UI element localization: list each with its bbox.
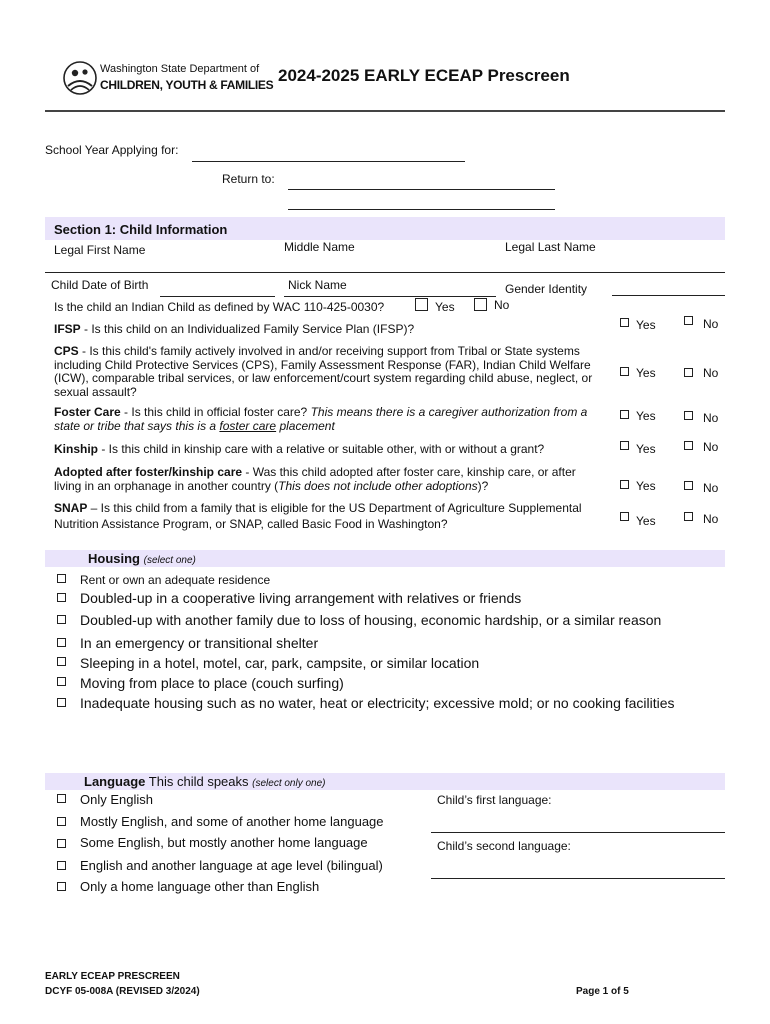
dcyf-logo: [62, 60, 98, 96]
snap-no-label: No: [703, 512, 719, 526]
return-to-label: Return to:: [222, 172, 275, 186]
language-hint: (select only one): [252, 778, 326, 789]
language-title-text: Language: [84, 774, 146, 789]
snap-no-checkbox[interactable]: [684, 512, 693, 521]
question-foster-care: [54, 406, 604, 433]
cps-yes-checkbox[interactable]: [620, 367, 629, 376]
ifsp-yes-label: Yes: [636, 318, 656, 332]
child-dob-field[interactable]: [160, 296, 275, 297]
footer-form-name: EARLY ECEAP PRESCREEN: [45, 971, 180, 982]
question-cps: [54, 345, 604, 399]
housing-option-label: Sleeping in a hotel, motel, car, park, campsite, or similar location: [80, 655, 480, 671]
indian-child-yes-label: Yes: [435, 300, 455, 314]
question-foster-term: Foster Care: [54, 405, 121, 419]
nick-name-label: Nick Name: [288, 278, 347, 292]
adopted-yes-checkbox[interactable]: [620, 480, 629, 489]
nick-name-field[interactable]: [284, 296, 496, 297]
question-cps-text: - Is this child's family actively involved in and/or receiving support from Tribal or State systems including Child Protective Services (CPS), Family Assessment Response (FAR), Indian Child Welfare (ICW), comparable tribal services, or law enforcement/court system regarding child abuse, neglect, or sexual assault?: [54, 344, 593, 399]
language-option-label: Only English: [80, 792, 153, 807]
ifsp-no-label: No: [703, 317, 719, 331]
housing-title-text: Housing: [88, 551, 140, 566]
housing-option-checkbox[interactable]: [57, 677, 66, 686]
question-snap: [54, 500, 614, 532]
agency-name-line1: Washington State Department of: [100, 63, 260, 75]
question-cps-term: CPS: [54, 344, 79, 358]
foster-yes-checkbox[interactable]: [620, 410, 629, 419]
return-to-field-1[interactable]: [288, 189, 555, 190]
cps-no-label: No: [703, 366, 719, 380]
question-kinship: [54, 442, 544, 456]
housing-option-checkbox[interactable]: [57, 698, 66, 707]
language-option-checkbox[interactable]: [57, 839, 66, 848]
question-foster-italic: This means there is a caregiver authorization from a state or tribe that says this is a: [54, 405, 588, 433]
kinship-yes-label: Yes: [636, 442, 656, 456]
adopted-yes-label: Yes: [636, 479, 656, 493]
middle-name-label: Middle Name: [284, 240, 355, 254]
indian-child-question: Is the child an Indian Child as defined by WAC 110-425-0030?: [54, 300, 385, 314]
kinship-no-checkbox[interactable]: [684, 441, 693, 450]
gender-identity-field[interactable]: [612, 295, 725, 296]
page-title: 2024-2025 EARLY ECEAP Prescreen: [278, 66, 570, 85]
gender-identity-label: Gender Identity: [505, 282, 588, 296]
indian-child-yes-checkbox[interactable]: [415, 298, 428, 311]
housing-option-checkbox[interactable]: [57, 657, 66, 666]
housing-option-label: In an emergency or transitional shelter: [80, 635, 319, 651]
housing-option-label: Inadequate housing such as no water, heat or electricity; excessive mold; or no cooking facilities: [80, 695, 675, 711]
question-adopted-text: - Was this child adopted after foster care, kinship care, or after living in an orphanage in another country (: [54, 465, 576, 493]
housing-hint: (select one): [143, 555, 196, 566]
agency-name-line2: CHILDREN, YOUTH & FAMILIES: [100, 78, 274, 92]
adopted-no-checkbox[interactable]: [684, 481, 693, 490]
indian-child-no-label: No: [494, 298, 510, 312]
question-ifsp-term: IFSP: [54, 322, 81, 336]
ifsp-yes-checkbox[interactable]: [620, 318, 629, 327]
snap-yes-label: Yes: [636, 514, 656, 528]
header-divider: [45, 110, 725, 112]
housing-option-label: Rent or own an adequate residence: [80, 573, 271, 587]
housing-option-checkbox[interactable]: [57, 615, 66, 624]
ifsp-no-checkbox[interactable]: [684, 316, 693, 325]
question-foster-italic2: placement: [276, 418, 335, 433]
question-kinship-term: Kinship: [54, 442, 98, 456]
housing-title: [88, 551, 196, 566]
language-option-checkbox[interactable]: [57, 794, 66, 803]
legal-last-name-label: Legal Last Name: [505, 240, 596, 254]
question-ifsp: [54, 322, 414, 336]
language-title: [84, 774, 326, 789]
child-dob-label: Child Date of Birth: [51, 278, 149, 292]
adopted-no-label: No: [703, 481, 719, 495]
question-snap-text: – Is this child from a family that is eligible for the US Department of Agriculture Supplemental Nutrition Assistance Program, or SNAP, called Basic Food in Washington?: [54, 501, 582, 531]
housing-option-label: Doubled-up in a cooperative living arrangement with relatives or friends: [80, 590, 522, 606]
question-adopted-term: Adopted after foster/kinship care: [54, 465, 243, 479]
cps-yes-label: Yes: [636, 366, 656, 380]
question-foster-text: - Is this child in official foster care?: [120, 405, 311, 419]
language-option-label: Only a home language other than English: [80, 879, 320, 894]
foster-no-checkbox[interactable]: [684, 411, 693, 420]
language-option-label: English and another language at age level (bilingual): [80, 858, 383, 873]
language-option-label: Some English, but mostly another home language: [80, 835, 368, 850]
housing-option-checkbox[interactable]: [57, 638, 66, 647]
section1-title: Section 1: Child Information: [54, 222, 228, 237]
housing-option-checkbox[interactable]: [57, 593, 66, 602]
indian-child-no-checkbox[interactable]: [474, 298, 487, 311]
second-language-label: Child’s second language:: [437, 839, 571, 853]
footer-page-number: Page 1 of 5: [576, 986, 629, 997]
language-subtitle: This child speaks: [148, 774, 249, 789]
housing-option-label: Doubled-up with another family due to loss of housing, economic hardship, or a similar reason: [80, 612, 662, 628]
question-adopted-italic: This does not include other adoptions: [278, 479, 478, 493]
first-language-label: Child’s first language:: [437, 793, 552, 807]
school-year-label: School Year Applying for:: [45, 143, 179, 157]
name-fields-line[interactable]: [45, 272, 725, 273]
question-foster-underline: foster care: [219, 418, 277, 433]
question-ifsp-text: - Is this child on an Individualized Family Service Plan (IFSP)?: [80, 322, 415, 336]
question-adopted: [54, 465, 604, 493]
kinship-yes-checkbox[interactable]: [620, 441, 629, 450]
language-option-checkbox[interactable]: [57, 817, 66, 826]
snap-yes-checkbox[interactable]: [620, 512, 629, 521]
kinship-no-label: No: [703, 440, 719, 454]
foster-yes-label: Yes: [636, 409, 656, 423]
foster-no-label: No: [703, 411, 719, 425]
language-option-checkbox[interactable]: [57, 882, 66, 891]
legal-first-name-label: Legal First Name: [54, 243, 146, 257]
housing-option-label: Moving from place to place (couch surfing): [80, 675, 344, 691]
second-language-field[interactable]: [431, 878, 725, 879]
return-to-field-2[interactable]: [288, 209, 555, 210]
housing-option-checkbox[interactable]: [57, 574, 66, 583]
question-adopted-text2: )?: [477, 479, 489, 493]
question-kinship-text: - Is this child in kinship care with a relative or suitable other, with or without a grant?: [98, 442, 545, 456]
cps-no-checkbox[interactable]: [684, 368, 693, 377]
footer-form-number: DCYF 05-008A (REVISED 3/2024): [45, 986, 200, 997]
language-option-label: Mostly English, and some of another home language: [80, 814, 384, 829]
first-language-field[interactable]: [431, 832, 725, 833]
question-snap-term: SNAP: [54, 501, 88, 515]
school-year-field[interactable]: [192, 161, 465, 162]
language-option-checkbox[interactable]: [57, 861, 66, 870]
